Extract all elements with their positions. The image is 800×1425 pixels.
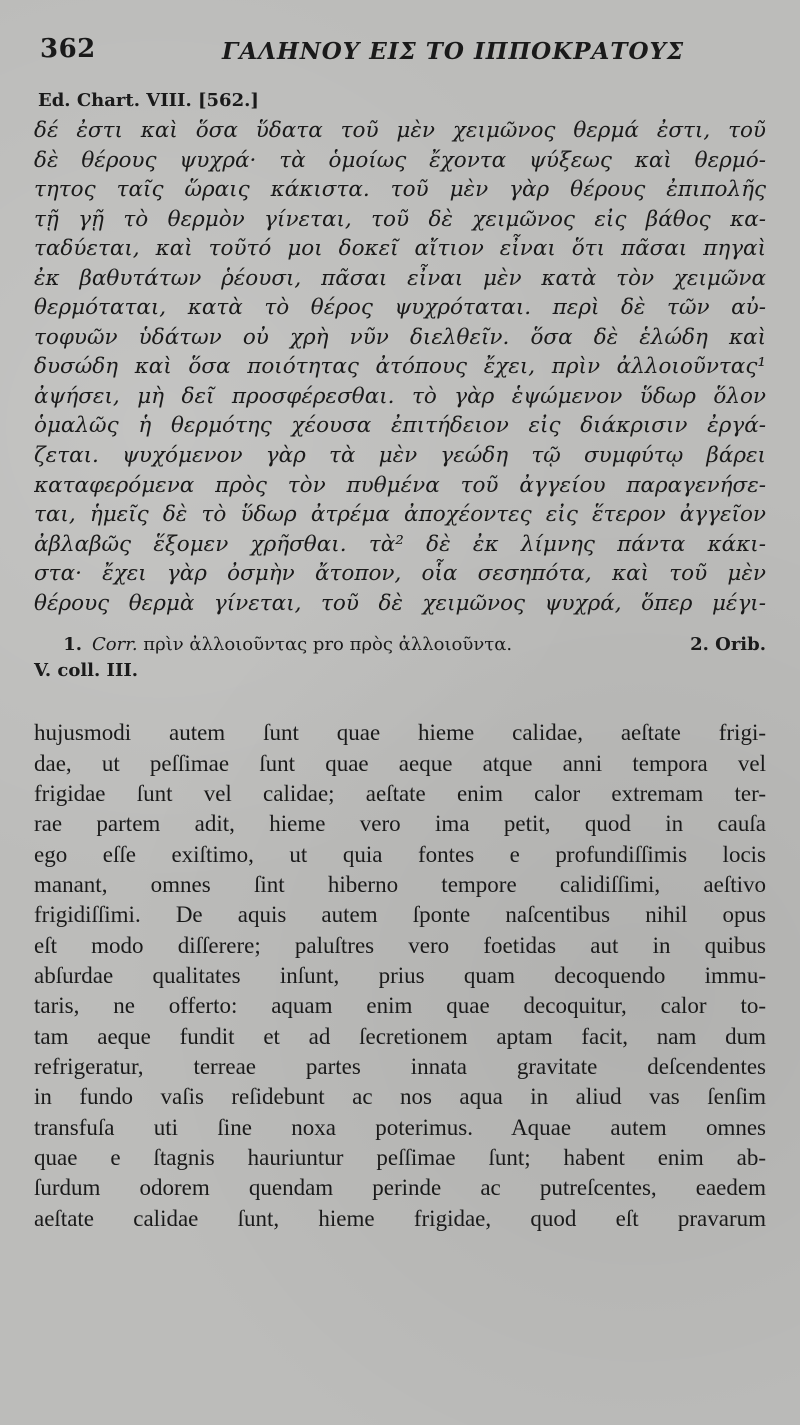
page-header: [34, 20, 766, 64]
latin-line: dae, ut peſſimae ſunt quae aeque atque anni tempora vel: [34, 750, 766, 776]
greek-line: ἀψήσει, μὴ δεῖ προσφέρεσθαι. τὸ γὰρ ἑψώμενον ὕδωρ ὅλον: [34, 383, 766, 409]
greek-line: τῇ γῇ τὸ θερμὸν γίνεται, τοῦ δὲ χειμῶνος εἰς βάθος κα-: [34, 206, 766, 232]
latin-line: eſt modo diſſerere; paluſtres vero foetidas aut in quibus: [34, 932, 766, 958]
greek-line: θέρους θερμὰ γίνεται, τοῦ δὲ χειμῶνος ψυχρά, ὅπερ μέγι-: [34, 590, 766, 616]
greek-line: θερμόταται, κατὰ τὸ θέρος ψυχρόταται. περὶ δὲ τῶν αὐ-: [34, 295, 766, 321]
greek-line: ται, ἡμεῖς δὲ τὸ ὕδωρ ἀτρέμα ἀποχέοντες εἰς ἕτερον ἀγγεῖον: [34, 502, 766, 528]
latin-line: frigidiſſimi. De aquis autem ſponte naſcentibus nihil opus: [34, 902, 766, 928]
footnotes: [34, 632, 766, 684]
latin-line: refrigeratur, terreae partes innata gravitate deſcendentes: [34, 1054, 766, 1080]
latin-line: quae e ſtagnis hauriuntur peſſimae ſunt; habent enim ab-: [34, 1145, 766, 1171]
footnote-2-label: 2. Orib.: [690, 634, 766, 656]
latin-line: ego eſſe exiſtimo, ut quia fontes e profundiſſimis locis: [34, 841, 766, 867]
greek-line: δὲ θέρους ψυχρά· τὰ ὁμοίως ἔχοντα ψύξεως καὶ θερμό-: [34, 147, 766, 173]
greek-line: ἀβλαβῶς ἕξομεν χρῆσθαι. τὰ² δὲ ἐκ λίμνης πάντα κάκι-: [34, 531, 766, 557]
greek-line: στα· ἔχει γὰρ ὀσμὴν ἄτοπον, οἷα σεσηπότα, καὶ τοῦ μὲν: [34, 561, 766, 587]
greek-text-block: [34, 116, 766, 618]
greek-line: ὁμαλῶς ἡ θερμότης χέουσα ἐπιτήδειον εἰς διάκρισιν ἐργά-: [34, 413, 766, 439]
greek-line: τητος ταῖς ὥραις κάκιστα. τοῦ μὲν γὰρ θέρους ἐπιπολῆς: [34, 177, 766, 203]
page-number: 362: [40, 34, 96, 64]
latin-line: taris, ne offerto: aquam enim quae decoquitur, calor to-: [34, 993, 766, 1019]
latin-line: transfuſa uti ſine noxa poterimus. Aquae autem omnes: [34, 1114, 766, 1140]
greek-line: δέ ἐστι καὶ ὅσα ὕδατα τοῦ μὲν χειμῶνος θερμά ἐστι, τοῦ: [34, 118, 766, 143]
footnote-text: πρὶν ἀλλοιοῦντας pro πρὸς ἀλλοιοῦντα.: [143, 634, 513, 656]
footnote-corr-label: Corr.: [92, 634, 138, 656]
latin-line: frigidae ſunt vel calidae; aeſtate enim calor extremam ter-: [34, 780, 766, 806]
latin-line: ſurdum odorem quendam perinde ac putreſcentes, eaedem: [34, 1175, 766, 1201]
latin-line: in fundo vaſis reſidebunt ac nos aqua in aliud vas ſenſim: [34, 1084, 766, 1110]
footnote-1: [34, 632, 766, 658]
greek-line: τοφυῶν ὑδάτων οὐ χρὴ νῦν διελθεῖν. ὅσα δὲ ἑλώδη καὶ: [34, 324, 766, 350]
greek-line: δυσώδη καὶ ὅσα ποιότητας ἀτόπους ἔχει, πρὶν ἀλλοιοῦντας¹: [34, 354, 766, 380]
greek-line: καταφερόμενα πρὸς τὸν πυθμένα τοῦ ἀγγείου παραγενήσε-: [34, 472, 766, 498]
latin-line: abſurdae qualitates inſunt, prius quam decoquendo immu-: [34, 963, 766, 989]
latin-line: aeſtate calidae ſunt, hieme frigidae, quod eſt pravarum: [34, 1205, 766, 1231]
latin-line: manant, omnes ſint hiberno tempore calidiſſimi, aeſtivo: [34, 872, 766, 898]
greek-line: ζεται. ψυχόμενον γὰρ τὰ μὲν γεώδη τῷ συμφύτῳ βάρει: [34, 443, 766, 469]
latin-line: hujusmodi autem ſunt quae hieme calidae, aeſtate frigi-: [34, 720, 766, 746]
greek-line: ἐκ βαθυτάτων ῥέουσι, πᾶσαι εἶναι μὲν κατὰ τὸν χειμῶνα: [34, 265, 766, 291]
running-title: ΓΑΛΗΝΟΥ ΕΙΣ ΤΟ ΙΠΠΟΚΡΑΤΟΥΣ: [222, 38, 685, 65]
latin-line: tam aeque fundit et ad ſecretionem aptam facit, nam dum: [34, 1023, 766, 1049]
latin-text-block: [34, 718, 766, 1234]
greek-line: ταδύεται, καὶ τοῦτό μοι δοκεῖ αἴτιον εἶναι ὅτι πᾶσαι πηγαὶ: [34, 236, 766, 262]
footnote-2-continuation: V. coll. III.: [34, 660, 139, 682]
edition-reference: Ed. Chart. VIII. [562.]: [38, 90, 259, 111]
latin-line: rae partem adit, hieme vero ima petit, quod in cauſa: [34, 811, 766, 837]
footnote-number: 1.: [63, 634, 82, 656]
